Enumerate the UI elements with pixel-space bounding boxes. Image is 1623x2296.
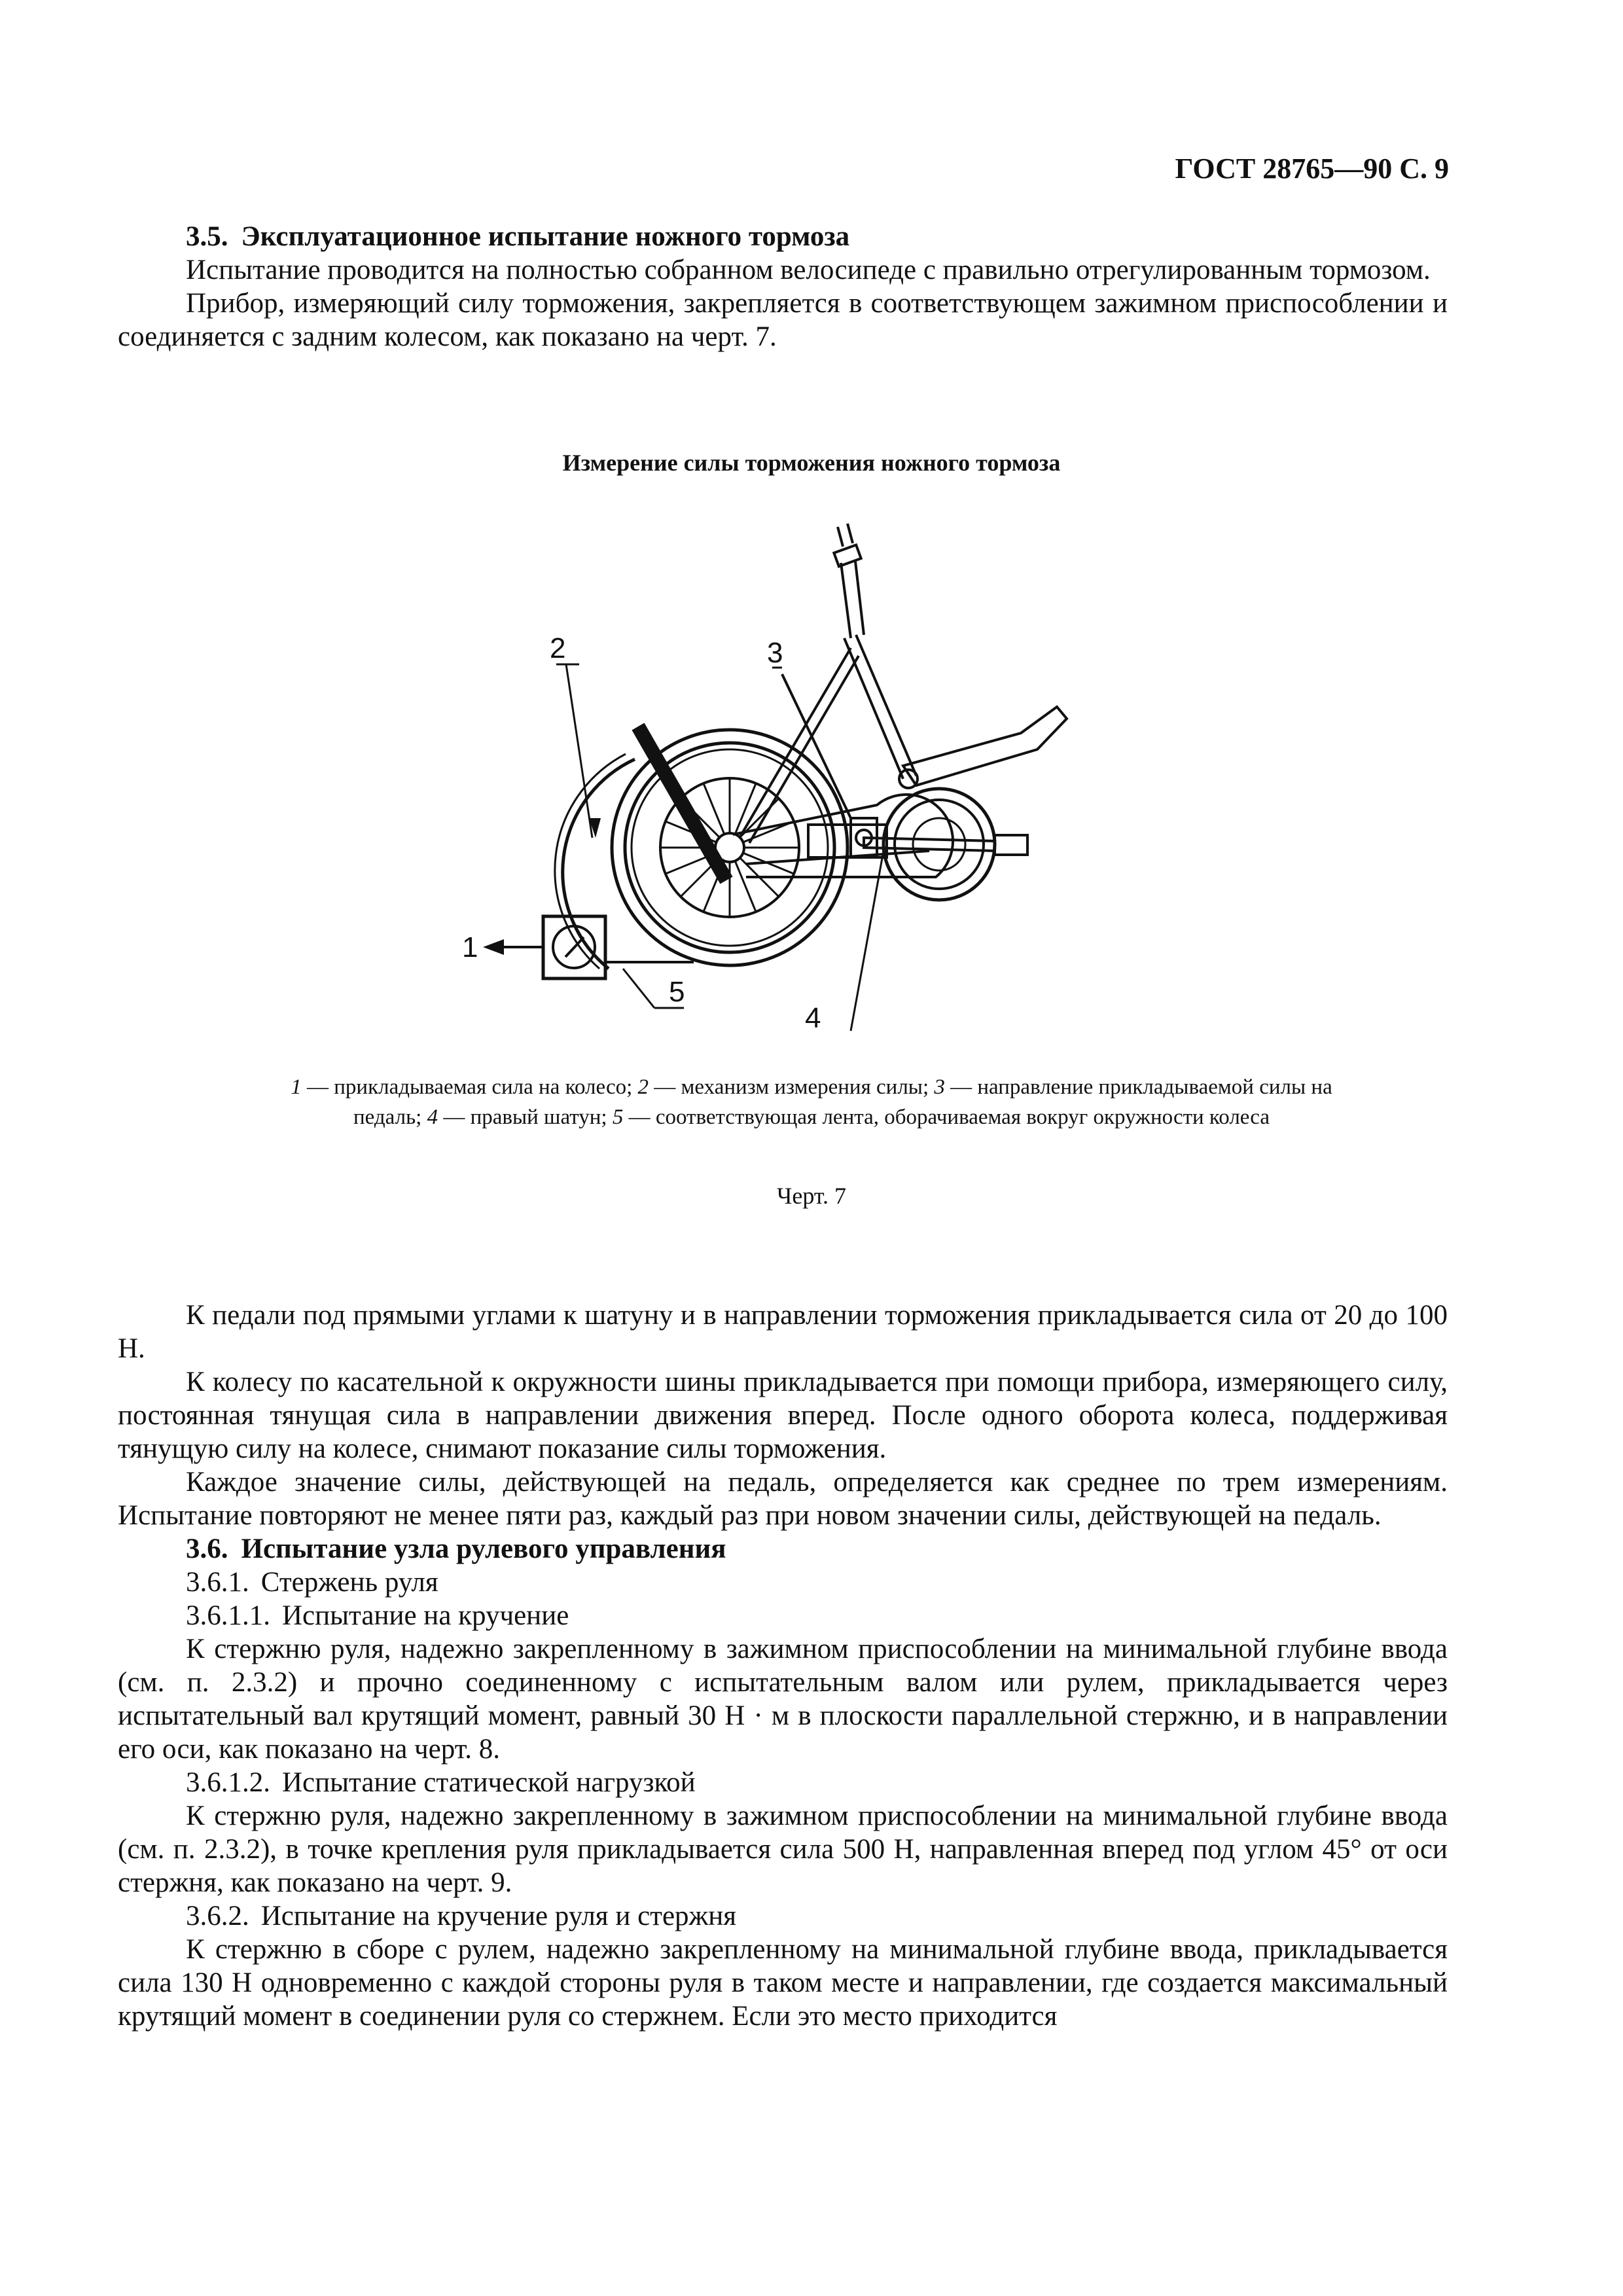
subsection-heading: 3.6.1.2. Испытание статической нагрузкой [186,1767,696,1798]
figure-label-3: 3 [767,637,783,669]
paragraph: Каждое значение силы, действующей на педаль, определяется как среднее по трем измерениям. Испытание повторяют не менее пяти раз, каждый раз при новом значении силы, действующей на педаль. [118,1467,1448,1531]
chainring [883,789,995,900]
page-header: ГОСТ 28765—90 С. 9 [1175,152,1449,185]
chain-guard [733,795,953,877]
section-heading [118,1532,1448,1566]
arrowhead [483,939,504,955]
figure-label-1: 1 [462,931,478,963]
figure-label-4: 4 [805,1002,821,1034]
seat-tube [844,638,903,779]
section-title: Испытание узла рулевого управления [241,1534,726,1564]
paragraph: К стержню руля, надежно закрепленному в зажимном приспособлении на минимальной глубине ввода (см. п. 2.3.2), в точке крепления руля прикладывается сила 500 Н, направленная вперед под углом 45° от оси стержня, как показано на черт. 9. [118,1801,1448,1898]
top-tube [903,707,1067,785]
figure-label-2: 2 [550,632,566,664]
section-title: Эксплуатационное испытание ножного тормоза [241,221,850,252]
figure-label-5: 5 [669,976,685,1008]
seat-post-clamp [834,545,861,567]
leader-5 [623,969,654,1008]
chart-number: Черт. 7 [777,1183,846,1209]
seat-stay [740,648,851,838]
paragraph: К колесу по касательной к окружности шины прикладывается при помощи прибора, измеряющего силу, постоянная тянущая сила в направлении движения вперед. После одного оборота колеса, поддерживая тянущую силу на колесе, снимают показание силы торможения. [118,1367,1448,1464]
section-number: 3.5. [186,221,228,252]
bicycle-brake-diagram [419,511,1178,1047]
section-number: 3.6. [186,1534,228,1564]
pedal-force-bar [638,726,726,880]
figure-caption: 1 — прикладываемая сила на колесо; 2 — механизм измерения силы; 3 — направление прикладываемой силы на педаль; 4 — правый шатун; 5 — соответствующая лента, оборачиваемая вокруг окружности колеса [291,1075,1332,1129]
section-heading [118,220,1448,253]
paragraph: Испытание проводится на полностью собранном велосипеде с правильно отрегулированным тормозом. [186,255,1431,285]
paragraph: Прибор, измеряющий силу торможения, закрепляется в соответствующем зажимном приспособлении и соединяется с задним колесом, как показано на черт. 7. [118,288,1448,352]
rear-wheel-tire [612,730,847,965]
paragraph: К педали под прямыми углами к шатуну и в направлении торможения прикладывается сила от 20 до 100 Н. [118,1300,1448,1364]
figure-drawing [419,511,1178,1047]
subsection-heading: 3.6.1. Стержень руля [186,1567,438,1598]
subsection-heading: 3.6.2. Испытание на кручение руля и стержня [186,1901,737,1931]
section-3-5 [118,220,1448,353]
body-text [118,1299,1448,2033]
paragraph: К стержню в сборе с рулем, надежно закрепленному на минимальной глубине ввода, прикладывается сила 130 Н одновременно с каждой стороны руля в таком месте и направлении, где создается максимальный крутящий момент в соединении руля со стержнем. Если это место приходится [118,1934,1448,2032]
subsection-heading: 3.6.1.1. Испытание на кручение [186,1600,569,1631]
paragraph: К стержню руля, надежно закрепленному в зажимном приспособлении на минимальной глубине ввода (см. п. 2.3.2) и прочно соединенному с испытательным валом или рулем, прикладывается через испытательный вал крутящий момент, равный 30 Н · м в плоскости параллельной стержню, и в направлении его оси, как показано на черт. 8. [118,1634,1448,1765]
figure-title: Измерение силы торможения ножного тормоза [562,450,1061,476]
